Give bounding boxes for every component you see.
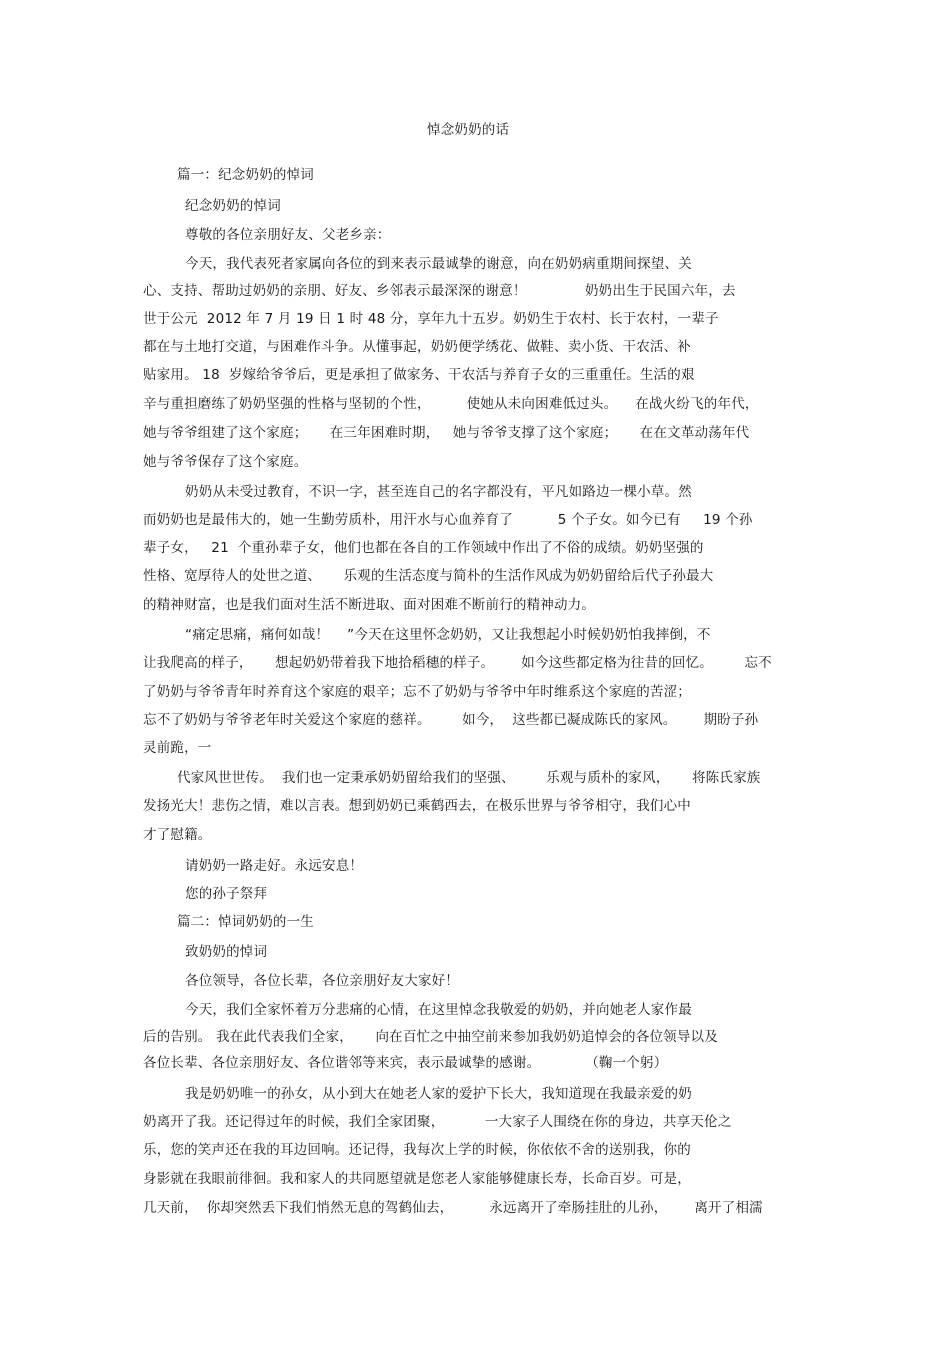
page-title: 悼念奶奶的话: [427, 122, 510, 138]
text-line: 身影就在我眼前徘徊。我和家人的共同愿望就是您老人家能够健康长寿，长命百岁。可是，: [143, 1171, 691, 1187]
text-line: 心、支持、帮助过奶奶的亲朋、好友、乡邻表示最深深的谢意！ 奶奶出生于民国六年，去: [143, 283, 736, 299]
text-line: 致奶奶的悼词: [185, 944, 268, 960]
text-line: 后的告别。 我在此代表我们全家， 向在百忙之中抽空前来参加我奶奶追悼会的各位领导以及: [143, 1029, 718, 1045]
text-line: 的精神财富，也是我们面对生活不断进取、面对困难不断前行的精神动力。: [143, 597, 596, 613]
text-line: 了奶奶与爷爷青年时养育这个家庭的艰辛；忘不了奶奶与爷爷中年时维系这个家庭的苦涩；: [143, 684, 691, 700]
text-line: 发扬光大！悲伤之情，难以言表。想到奶奶已乘鹤西去，在极乐世界与爷爷相守，我们心中: [143, 798, 691, 814]
text-line: 请奶奶一路走好。永远安息！: [185, 858, 364, 874]
text-line: “痛定思痛，痛何如哉！ ”今天在这里怀念奶奶，又让我想起小时候奶奶怕我摔倒，不: [185, 627, 711, 643]
text-line: 几天前， 你却突然丢下我们悄然无息的驾鹤仙去， 永远离开了牵肠挂肚的儿孙， 离开了相濡: [143, 1200, 763, 1216]
text-line: 奶离开了我。还记得过年的时候，我们全家团聚， 一大家子人围绕在你的身边，共享天伦之: [143, 1114, 732, 1130]
signature-line: 您的孙子祭拜: [185, 886, 268, 902]
text-line: 世于公元 2012 年 7 月 19 日 1 时 48 分，享年九十五岁。奶奶生于农村、长于农村，一辈子: [143, 311, 719, 327]
text-line: 奶奶从未受过教育，不识一字，甚至连自己的名字都没有，平凡如路边一棵小草。然: [185, 484, 692, 500]
section-heading-1: 篇一：纪念奶奶的悼词: [177, 167, 314, 183]
text-line: 忘不了奶奶与爷爷老年时关爱这个家庭的慈祥。 如今， 这些都已凝成陈氏的家风。 期盼子孙: [143, 712, 759, 728]
text-line: 尊敬的各位亲朋好友、父老乡亲：: [185, 227, 391, 243]
text-line: 她与爷爷组建了这个家庭； 在三年困难时期， 她与爷爷支撑了这个家庭； 在在文革动荡年代: [143, 425, 750, 441]
text-line: 才了慰籍。: [143, 827, 212, 843]
text-line: 各位领导，各位长辈，各位亲朋好友大家好！: [185, 973, 459, 989]
text-line: 让我爬高的样子， 想起奶奶带着我下地拾稻穗的样子。 如今这些都定格为往昔的回忆。 忘不: [143, 655, 772, 671]
text-line: 我是奶奶唯一的孙女，从小到大在她老人家的爱护下长大，我知道现在我最亲爱的奶: [185, 1086, 692, 1102]
text-line: 今天，我们全家怀着万分悲痛的心情，在这里悼念我敬爱的奶奶，并向她老人家作最: [185, 1002, 692, 1018]
text-line: 贴家用。 18 岁嫁给爷爷后，更是承担了做家务、干农活与养育子女的三重重任。生活的艰: [143, 367, 695, 383]
text-line: 辈子女， 21 个重孙辈子女，他们也都在各自的工作领域中作出了不俗的成绩。奶奶坚强的: [143, 540, 704, 556]
text-line: 灵前跪，一: [143, 740, 212, 756]
text-line: 辛与重担磨练了奶奶坚强的性格与坚韧的个性， 使她从未向困难低过头。 在战火纷飞的年代，: [143, 396, 759, 412]
section-heading-2: 篇二：悼词奶奶的一生: [177, 914, 314, 930]
text-line: 乐，您的笑声还在我的耳边回响。还记得，我每次上学的时候，你依依不舍的送别我，你的: [143, 1142, 691, 1158]
text-line: 性格、宽厚待人的处世之道、 乐观的生活态度与简朴的生活作风成为奶奶留给后代子孙最大: [143, 568, 714, 584]
text-line: 而奶奶也是最伟大的，她一生勤劳质朴，用汗水与心血养育了 5 个子女。如今已有 19 个孙: [143, 512, 753, 528]
text-line: 各位长辈、各位亲朋好友、各位谐邻等来宾，表示最诚挚的感谢。 （鞠一个躬）: [143, 1055, 668, 1071]
text-line: 她与爷爷保存了这个家庭。: [143, 454, 308, 470]
text-line: 代家风世世传。 我们也一定秉承奶奶留给我们的坚强、 乐观与质朴的家风， 将陈氏家族: [177, 770, 761, 786]
text-line: 纪念奶奶的悼词: [185, 198, 281, 214]
text-line: 都在与土地打交道，与困难作斗争。从懂事起，奶奶便学绣花、做鞋、卖小货、干农活、补: [143, 339, 691, 355]
text-line: 今天，我代表死者家属向各位的到来表示最诚挚的谢意，向在奶奶病重期间探望、关: [185, 256, 692, 272]
